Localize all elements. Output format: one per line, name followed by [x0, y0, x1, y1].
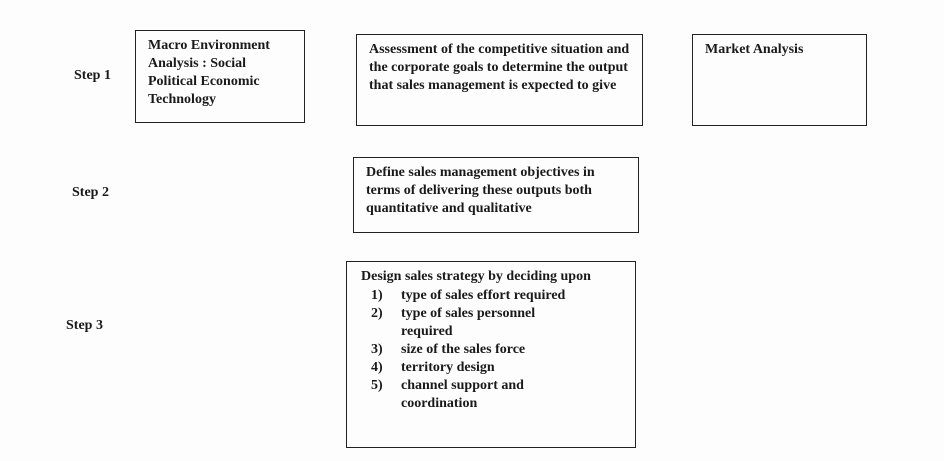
list-item — [371, 377, 623, 413]
market-analysis-text: Market Analysis — [705, 42, 804, 57]
sales-strategy-box — [346, 261, 636, 448]
step-2-label: Step 2 — [72, 185, 109, 200]
list-item-number: 5) — [371, 378, 383, 393]
macro-environment-box — [135, 30, 305, 123]
list-item-text: type of sales effort required — [401, 288, 566, 303]
step-1-label: Step 1 — [74, 68, 111, 83]
strategy-list — [361, 287, 623, 413]
list-item — [371, 287, 623, 305]
sales-objectives-box — [353, 157, 639, 233]
list-item-text: size of the sales force — [401, 342, 526, 357]
step-3-label: Step 3 — [66, 318, 103, 333]
sales-strategy-intro: Design sales strategy by deciding upon — [361, 269, 591, 284]
macro-environment-text: Macro Environment Analysis : Social Political Economic Technology — [148, 38, 270, 107]
list-item — [371, 359, 623, 377]
list-item-number: 2) — [371, 306, 383, 321]
competitive-assessment-text: Assessment of the competitive situation and the corporate goals to determine the output that sales management is expected to give — [369, 42, 630, 93]
list-item — [371, 341, 623, 359]
list-item-text: channel support and coordination — [401, 378, 524, 411]
list-item-number: 4) — [371, 360, 383, 375]
competitive-assessment-box — [356, 34, 643, 126]
sales-objectives-text: Define sales management objectives in terms of delivering these outputs both quantitative and qualitative — [366, 165, 595, 216]
list-item-text: territory design — [401, 360, 495, 375]
list-item-text: type of sales personnel required — [401, 306, 536, 339]
market-analysis-box — [692, 34, 867, 126]
list-item-number: 3) — [371, 342, 383, 357]
list-item — [371, 305, 623, 341]
list-item-number: 1) — [371, 288, 383, 303]
